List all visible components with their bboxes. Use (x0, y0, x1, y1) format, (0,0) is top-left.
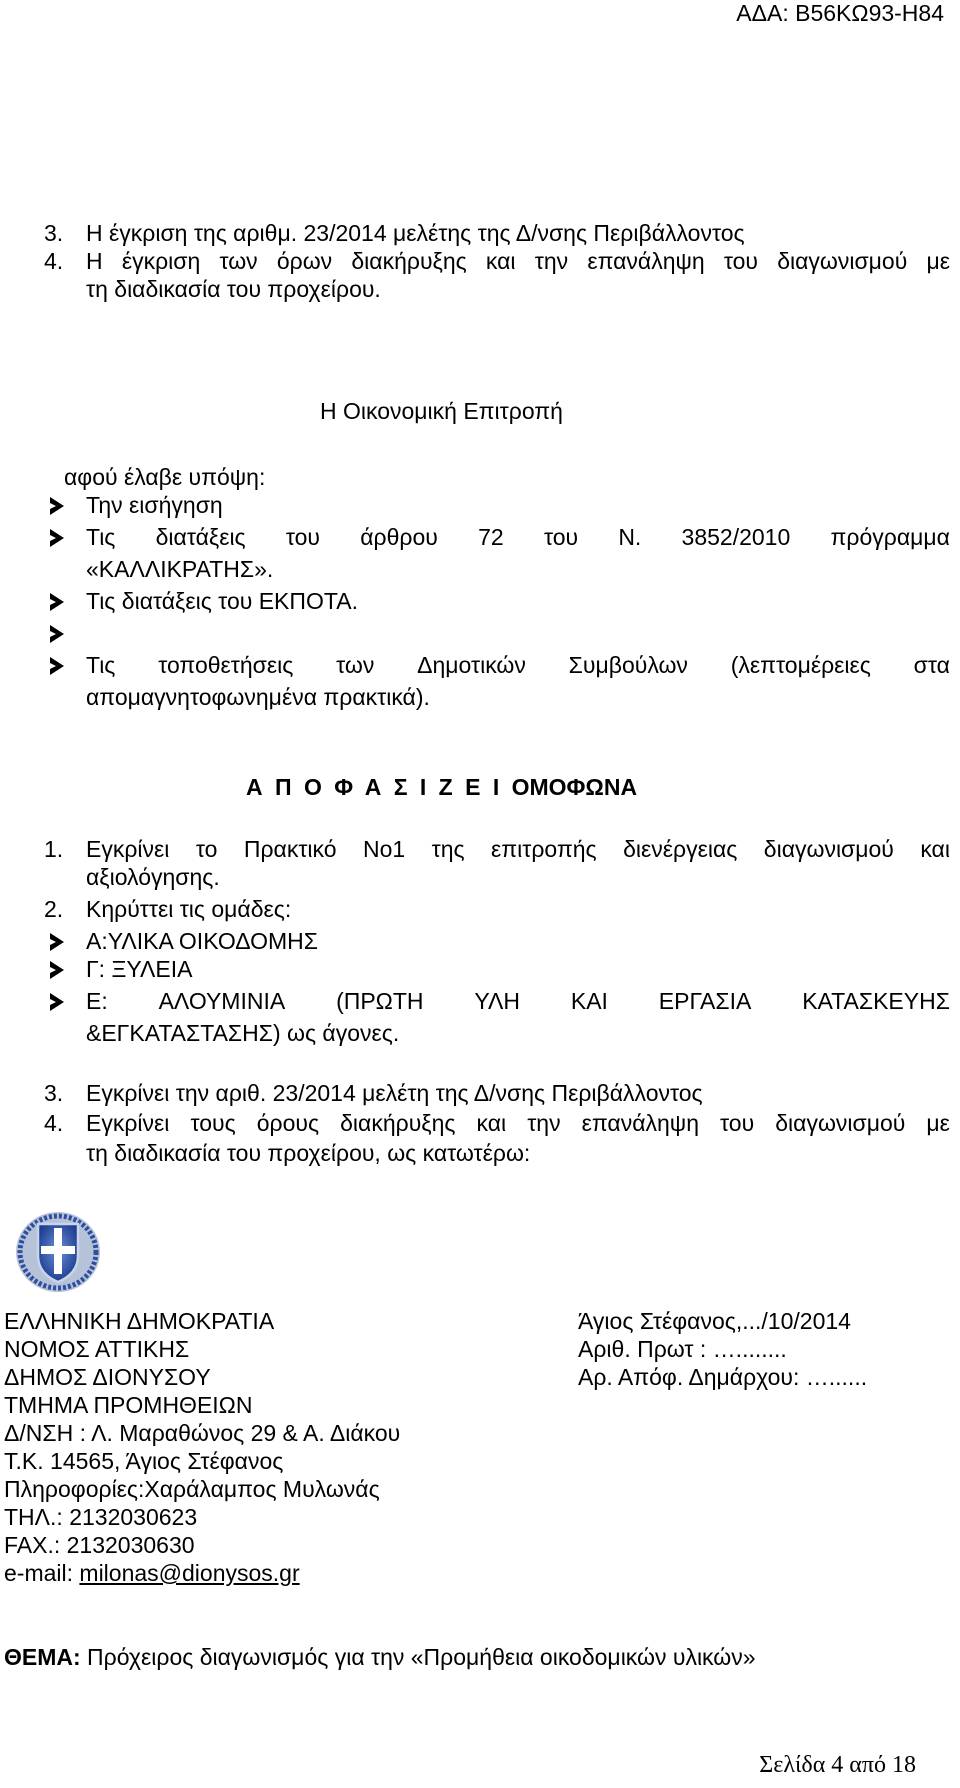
word: και (485, 248, 516, 274)
word: την (527, 1110, 561, 1136)
consideration-item-line1 (86, 524, 950, 551)
word: ΥΛΗ (474, 988, 520, 1014)
place-date: Άγιος Στέφανος,.../10/2014 (578, 1308, 851, 1334)
email-link[interactable]: milonas@dionysos.gr (79, 1560, 300, 1586)
consideration-item: Την εισήγηση (86, 492, 223, 518)
word: 72 (478, 524, 504, 550)
word: (ΠΡΩΤΗ (336, 988, 424, 1014)
bullet-arrow-icon (50, 933, 64, 951)
word: (λεπτομέρειες (730, 652, 871, 678)
word: Συμβούλων (568, 652, 688, 678)
word: του (723, 248, 759, 274)
word: του (543, 524, 579, 550)
word: διαγωνισμού (775, 1110, 906, 1136)
word: Πρακτικό (243, 836, 337, 862)
letterhead-line: ΕΛΛΗΝΙΚΗ ΔΗΜΟΚΡΑΤΙΑ (4, 1308, 275, 1334)
committee-intro: αφού έλαβε υπόψη: (64, 464, 266, 490)
word: του (285, 524, 321, 550)
word: και (920, 836, 950, 862)
word: ΚΑΙ (570, 988, 608, 1014)
group-item: Γ: ΞΥΛΕΙΑ (86, 956, 193, 982)
word: με (926, 1110, 950, 1136)
word: Δημοτικών (417, 652, 526, 678)
subject-label: ΘΕΜΑ: (4, 1644, 81, 1670)
letterhead-line: ΤΜΗΜΑ ΠΡΟΜΗΘΕΙΩΝ (4, 1392, 253, 1418)
word: την (534, 248, 569, 274)
decision-item-1-line2: αξιολόγησης. (86, 864, 220, 890)
bullet-arrow-icon (50, 961, 64, 979)
word: Η (86, 248, 103, 274)
decision-item-2-number: 2. (44, 896, 64, 922)
word: διακήρυξης (351, 248, 467, 274)
word: Ν. (618, 524, 642, 550)
word: έγκριση (121, 248, 201, 274)
word: διακήρυξης (340, 1110, 456, 1136)
bullet-arrow-icon (50, 529, 64, 547)
agenda-item-4-line2: τη διαδικασία του προχείρου. (86, 276, 381, 302)
word: Νο1 (362, 836, 406, 862)
decision-item-3-number: 3. (44, 1080, 64, 1106)
subject-line (4, 1644, 756, 1671)
consideration-item: Τις διατάξεις του ΕΚΠΟΤΑ. (86, 588, 358, 614)
word: Εγκρίνει (86, 836, 170, 862)
subject-text: Πρόχειρος διαγωνισμός για την «Προμήθεια οικοδομικών υλικών» (80, 1644, 756, 1670)
letterhead-line: Δ/ΝΣΗ : Λ. Μαραθώνος 29 & Α. Διάκου (4, 1420, 401, 1446)
word: διατάξεις (155, 524, 246, 550)
decision-heading: Α Π Ο Φ Α Σ Ι Ζ Ε Ι ΟΜΟΦΩΝΑ (246, 774, 638, 800)
decision-item-1-number: 1. (44, 836, 64, 862)
word: των (336, 652, 375, 678)
word: το (195, 836, 218, 862)
bullet-arrow-icon (50, 497, 64, 515)
consideration-item-line1 (86, 652, 950, 679)
group-item-line2: &ΕΓΚΑΤΑΣΤΑΣΗΣ) ως άγονες. (86, 1020, 400, 1046)
word: ΕΡΓΑΣΙΑ (658, 988, 752, 1014)
word: στα (913, 652, 950, 678)
decision-item-4-line1 (86, 1110, 950, 1137)
decision-item-2-text: Κηρύττει τις ομάδες: (86, 896, 292, 922)
decision-item-3-text: Εγκρίνει την αριθ. 23/2014 μελέτη της Δ/νσης Περιβάλλοντος (86, 1080, 703, 1106)
word: διενέργειας (623, 836, 738, 862)
bullet-arrow-icon (50, 593, 64, 611)
letterhead-line: Πληροφορίες:Χαράλαμπος Μυλωνάς (4, 1476, 380, 1502)
agenda-item-4-number: 4. (44, 248, 64, 274)
word: όρους (256, 1110, 320, 1136)
agenda-item-4-line1 (86, 248, 950, 275)
email-line (4, 1560, 300, 1587)
word: τοποθετήσεις (158, 652, 294, 678)
word: με (926, 248, 950, 274)
decision-item-4-number: 4. (44, 1110, 64, 1136)
letterhead-line: ΔΗΜΟΣ ΔΙΟΝΥΣΟΥ (4, 1364, 211, 1390)
letterhead-line: ΤΗΛ.: 2132030623 (4, 1504, 198, 1530)
ada-code: ΑΔΑ: Β56ΚΩ93-Η84 (736, 0, 944, 26)
consideration-item-line2: απομαγνητοφωνημένα πρακτικά). (86, 684, 430, 710)
word: διαγωνισμού (777, 248, 908, 274)
letterhead-line: FAX.: 2132030630 (4, 1532, 195, 1558)
greek-coat-of-arms-icon (14, 1208, 102, 1296)
email-label: e-mail: (4, 1560, 80, 1586)
bullet-arrow-icon (50, 625, 64, 643)
word: ΚΑΤΑΣΚΕΥΗΣ (802, 988, 950, 1014)
bullet-arrow-icon (50, 993, 64, 1011)
word: τους (190, 1110, 236, 1136)
word: Τις (86, 524, 116, 550)
letterhead-line: Τ.Κ. 14565, Άγιος Στέφανος (4, 1448, 284, 1474)
group-item: Α:ΥΛΙΚΑ ΟΙΚΟΔΟΜΗΣ (86, 928, 318, 954)
word: των (219, 248, 258, 274)
word: επανάληψη (581, 1110, 699, 1136)
decision-item-4-line2: τη διαδικασία του προχείρου, ως κατωτέρω: (86, 1140, 531, 1166)
agenda-item-3-text: Η έγκριση της αριθμ. 23/2014 μελέτης της Δ/νσης Περιβάλλοντος (86, 220, 745, 246)
word: Ε: (86, 988, 108, 1014)
word: Εγκρίνει (86, 1110, 170, 1136)
word: διαγωνισμού (763, 836, 894, 862)
decision-item-1-line1 (86, 836, 950, 863)
word: Τις (86, 652, 116, 678)
protocol-number: Αριθ. Πρωτ : …........ (578, 1336, 787, 1362)
word: ΑΛΟΥΜΙΝΙΑ (158, 988, 286, 1014)
word: του (720, 1110, 755, 1136)
group-item-line1 (86, 988, 950, 1015)
word: επιτροπής (491, 836, 597, 862)
bullet-arrow-icon (50, 657, 64, 675)
word: 3852/2010 (681, 524, 791, 550)
agenda-item-3-number: 3. (44, 220, 64, 246)
word: πρόγραμμα (830, 524, 950, 550)
word: επανάληψη (587, 248, 705, 274)
word: άρθρου (360, 524, 438, 550)
letterhead-line: ΝΟΜΟΣ ΑΤΤΙΚΗΣ (4, 1336, 190, 1362)
page-number: Σελίδα 4 από 18 (759, 1752, 916, 1778)
consideration-item-line2: «ΚΑΛΛΙΚΡΑΤΗΣ». (86, 556, 274, 582)
word: και (476, 1110, 507, 1136)
word: της (431, 836, 465, 862)
word: όρων (276, 248, 333, 274)
committee-title: Η Οικονομική Επιτροπή (320, 398, 563, 424)
mayor-decision-number: Αρ. Απόφ. Δημάρχου: …...... (578, 1364, 868, 1390)
